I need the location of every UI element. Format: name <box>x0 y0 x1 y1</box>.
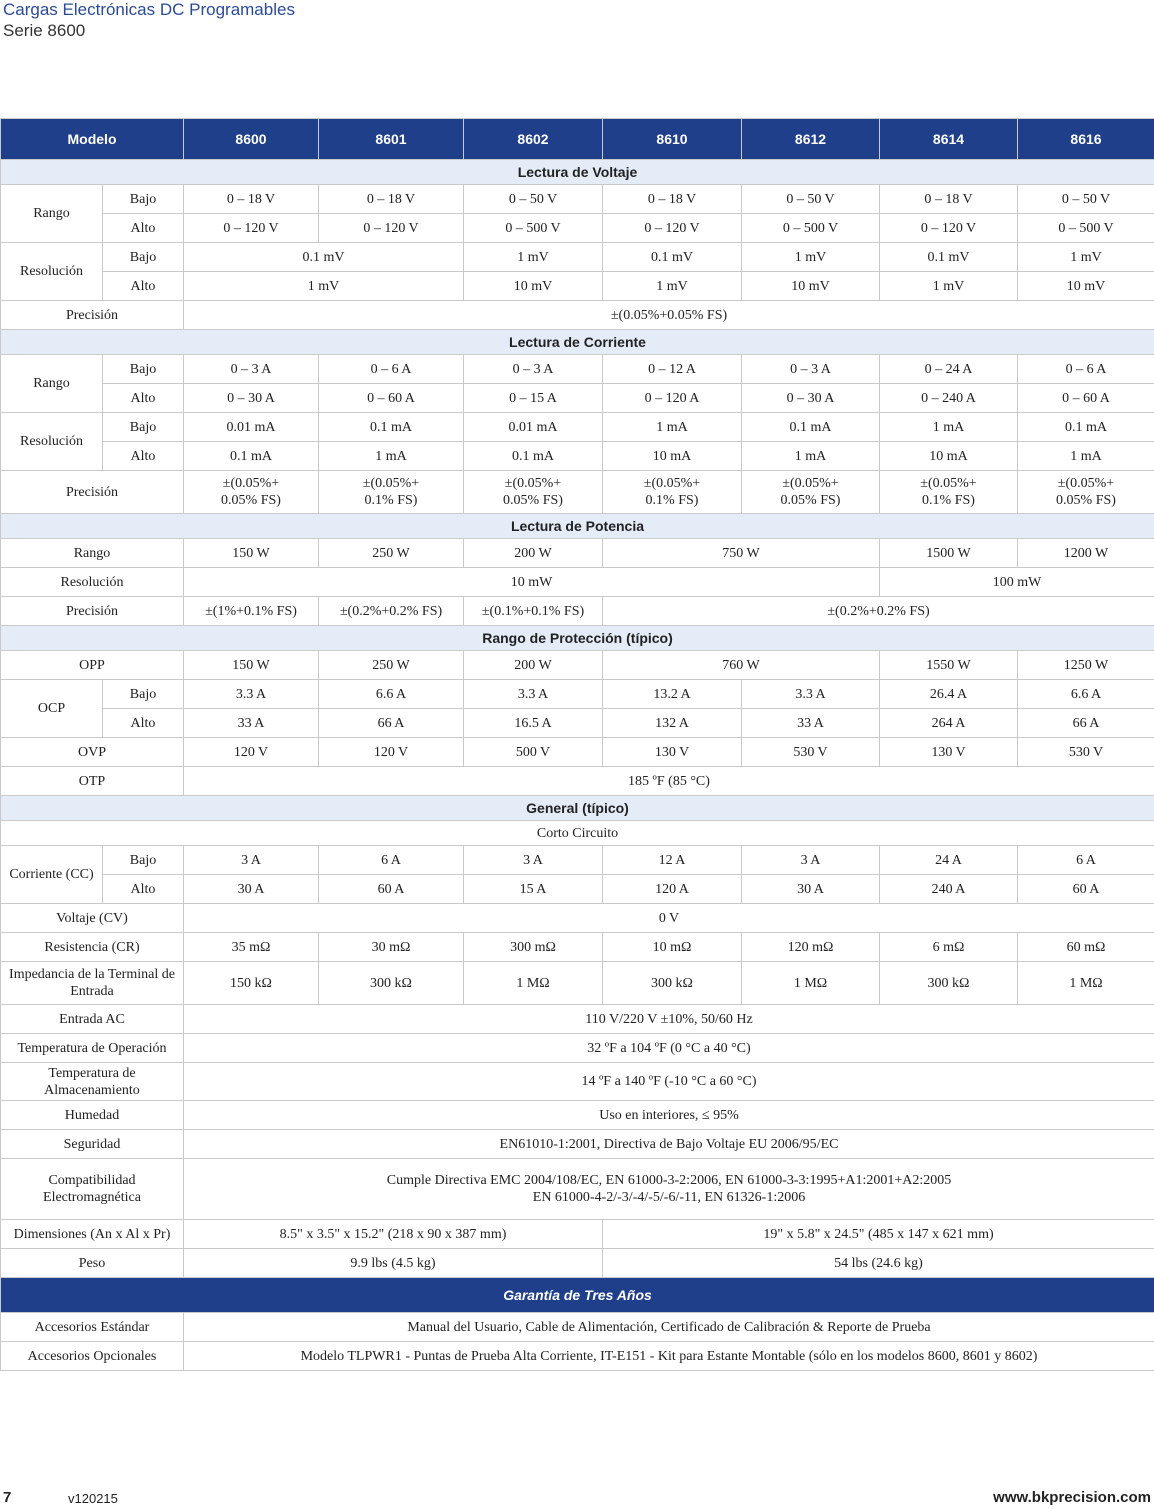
cell: 33 A <box>742 709 880 738</box>
sub-label: Bajo <box>103 413 184 442</box>
version-label: v120215 <box>68 1491 118 1506</box>
cell: 0 – 18 V <box>319 185 464 214</box>
row-label: Corto Circuito <box>1 821 1154 846</box>
table-row <box>1 471 1154 514</box>
table-row <box>1 185 1154 214</box>
section-title: General (típico) <box>1 796 1154 821</box>
section-title: Lectura de Potencia <box>1 514 1154 539</box>
cell: 0.1 mA <box>1018 413 1154 442</box>
row-label: OVP <box>1 738 184 767</box>
cell: 250 W <box>319 539 464 568</box>
cell: 1 mV <box>742 243 880 272</box>
cell: 1 MΩ <box>742 962 880 1005</box>
doc-title: Cargas Electrónicas DC Programables <box>3 0 295 19</box>
cell: ±(0.2%+0.2% FS) <box>603 597 1154 626</box>
cell: 300 kΩ <box>880 962 1018 1005</box>
sub-label: Bajo <box>103 185 184 214</box>
cell: 530 V <box>1018 738 1154 767</box>
cell-line: ±(0.05%+ <box>920 476 977 491</box>
cell: 0 – 3 A <box>184 355 319 384</box>
cell: 0 – 3 A <box>742 355 880 384</box>
cell: 0 – 60 A <box>1018 384 1154 413</box>
cell: 1 mV <box>184 272 464 301</box>
row-label: Rango <box>1 539 184 568</box>
table-row <box>1 597 1154 626</box>
section-power <box>1 514 1154 539</box>
warranty-bar <box>1 1278 1154 1313</box>
cell: 32 ºF a 104 ºF (0 °C a 40 °C) <box>184 1034 1154 1063</box>
cell: 750 W <box>603 539 880 568</box>
cell: 1 MΩ <box>464 962 603 1005</box>
sub-label: Alto <box>103 214 184 243</box>
cell: 0 – 30 A <box>184 384 319 413</box>
table-row <box>1 442 1154 471</box>
cell: 0 – 60 A <box>319 384 464 413</box>
cell: 264 A <box>880 709 1018 738</box>
cell-line: Cumple Directiva EMC 2004/108/EC, EN 61000-3-2:2006, EN 61000-3-3:1995+A1:2001+A2:2005 <box>386 1173 952 1188</box>
cell: 30 A <box>184 875 319 904</box>
cell-line: 0.05% FS) <box>503 493 563 508</box>
cell: 120 V <box>319 738 464 767</box>
cell: 6.6 A <box>1018 680 1154 709</box>
table-row <box>1 875 1154 904</box>
cell: 1 mV <box>603 272 742 301</box>
cell: 15 A <box>464 875 603 904</box>
cell-line: 0.1% FS) <box>645 493 699 508</box>
table-row <box>1 301 1154 330</box>
cell: 35 mΩ <box>184 933 319 962</box>
row-label: OCP <box>1 680 103 738</box>
cell: 0 – 500 V <box>1018 214 1154 243</box>
section-general <box>1 796 1154 821</box>
cell: 13.2 A <box>603 680 742 709</box>
cell: Uso en interiores, ≤ 95% <box>184 1101 1154 1130</box>
cell: 60 A <box>1018 875 1154 904</box>
cell: 0.1 mA <box>319 413 464 442</box>
cell: 1 mA <box>880 413 1018 442</box>
cell-line: 0.05% FS) <box>1056 493 1116 508</box>
cell: 1 mA <box>603 413 742 442</box>
cell-line: ±(0.05%+ <box>362 476 420 491</box>
cell: 10 mΩ <box>603 933 742 962</box>
page-number: 7 <box>3 1489 12 1506</box>
sub-label: Alto <box>103 272 184 301</box>
cell: 0 – 6 A <box>1018 355 1154 384</box>
sub-label: Alto <box>103 442 184 471</box>
table-row <box>1 1101 1154 1130</box>
section-title: Lectura de Voltaje <box>1 160 1154 185</box>
cell: 240 A <box>880 875 1018 904</box>
cell: 10 mA <box>603 442 742 471</box>
cell: 100 mW <box>880 568 1154 597</box>
cell: 120 mΩ <box>742 933 880 962</box>
cell: ±(0.05%+0.05% FS) <box>184 301 1154 330</box>
table-row <box>1 1005 1154 1034</box>
cell: 54 lbs (24.6 kg) <box>603 1249 1154 1278</box>
cell: 0 – 120 A <box>603 384 742 413</box>
cell: 10 mV <box>464 272 603 301</box>
cell: 24 A <box>880 846 1018 875</box>
table-row <box>1 214 1154 243</box>
sub-label: Bajo <box>103 846 184 875</box>
cell: 110 V/220 V ±10%, 50/60 Hz <box>184 1005 1154 1034</box>
table-row <box>1 568 1154 597</box>
cell: 26.4 A <box>880 680 1018 709</box>
row-label: Precisión <box>1 301 184 330</box>
table-row <box>1 1130 1154 1159</box>
cell: 30 A <box>742 875 880 904</box>
table-row <box>1 1313 1154 1342</box>
model-8616: 8616 <box>1018 119 1154 160</box>
sub-label: Bajo <box>103 243 184 272</box>
cell: 12 A <box>603 846 742 875</box>
cell: 0 – 50 V <box>464 185 603 214</box>
table-row <box>1 1063 1154 1101</box>
cell: 200 W <box>464 539 603 568</box>
cell: 0 – 50 V <box>742 185 880 214</box>
cell: 66 A <box>1018 709 1154 738</box>
cell: 150 W <box>184 539 319 568</box>
cell: 1 mA <box>319 442 464 471</box>
cell: Modelo TLPWR1 - Puntas de Prueba Alta Corriente, IT-E151 - Kit para Estante Montable (sólo en los modelos 8600, 8601 y 8602) <box>184 1342 1154 1371</box>
cell <box>880 471 1018 514</box>
row-label: Resolución <box>1 243 103 301</box>
cell <box>742 471 880 514</box>
cell: 300 mΩ <box>464 933 603 962</box>
cell: 200 W <box>464 651 603 680</box>
cell: 250 W <box>319 651 464 680</box>
cell: 66 A <box>319 709 464 738</box>
model-8612: 8612 <box>742 119 880 160</box>
cell: 10 mW <box>184 568 880 597</box>
cell <box>1018 471 1154 514</box>
cell: 0 – 18 V <box>184 185 319 214</box>
cell: 0.01 mA <box>184 413 319 442</box>
cell: 1 mA <box>1018 442 1154 471</box>
cell: 1 mV <box>464 243 603 272</box>
row-label: Humedad <box>1 1101 184 1130</box>
spec-table <box>0 118 1154 1371</box>
table-row <box>1 1159 1154 1220</box>
cell: 3.3 A <box>742 680 880 709</box>
row-label: Precisión <box>1 471 184 514</box>
table-row <box>1 651 1154 680</box>
cell <box>184 1159 1154 1220</box>
table-row <box>1 1249 1154 1278</box>
row-label: Dimensiones (An x Al x Pr) <box>1 1220 184 1249</box>
cell: 0 – 6 A <box>319 355 464 384</box>
cell: ±(1%+0.1% FS) <box>184 597 319 626</box>
cell: 0 – 18 V <box>603 185 742 214</box>
cell: 120 V <box>184 738 319 767</box>
table-row <box>1 962 1154 1005</box>
cell: 0.1 mA <box>742 413 880 442</box>
header-row <box>1 119 1154 160</box>
cell: 300 kΩ <box>603 962 742 1005</box>
row-label: Rango <box>1 185 103 243</box>
cell-line: 0.05% FS) <box>780 493 841 508</box>
sub-label: Alto <box>103 875 184 904</box>
table-row <box>1 1034 1154 1063</box>
cell: 33 A <box>184 709 319 738</box>
cell: 19" x 5.8" x 24.5" (485 x 147 x 621 mm) <box>603 1220 1154 1249</box>
cell: 500 V <box>464 738 603 767</box>
cell: 10 mV <box>742 272 880 301</box>
table-row <box>1 767 1154 796</box>
table-row <box>1 904 1154 933</box>
cell: 0.1 mV <box>603 243 742 272</box>
cell: 14 ºF a 140 ºF (-10 °C a 60 °C) <box>184 1063 1154 1101</box>
section-protection <box>1 626 1154 651</box>
cell-line: ±(0.05%+ <box>222 476 280 491</box>
cell-line: ±(0.05%+ <box>504 476 562 491</box>
section-voltage <box>1 160 1154 185</box>
cell: 0 – 120 V <box>603 214 742 243</box>
cell: 30 mΩ <box>319 933 464 962</box>
cell: 0 – 120 V <box>184 214 319 243</box>
row-label: Resistencia (CR) <box>1 933 184 962</box>
table-row <box>1 413 1154 442</box>
table-row <box>1 680 1154 709</box>
cell: ±(0.1%+0.1% FS) <box>464 597 603 626</box>
cell: 60 A <box>319 875 464 904</box>
table-row <box>1 933 1154 962</box>
cell: 1 mV <box>880 272 1018 301</box>
cell: 6 A <box>1018 846 1154 875</box>
cell-line: ±(0.05%+ <box>1057 476 1115 491</box>
table-row <box>1 821 1154 846</box>
cell: EN61010-1:2001, Directiva de Bajo Voltaje EU 2006/95/EC <box>184 1130 1154 1159</box>
sub-label: Bajo <box>103 355 184 384</box>
cell: 60 mΩ <box>1018 933 1154 962</box>
cell: 1500 W <box>880 539 1018 568</box>
row-label: Temperatura de Operación <box>1 1034 184 1063</box>
table-row <box>1 1220 1154 1249</box>
row-label: Compatibilidad Electromagnética <box>1 1159 184 1220</box>
model-8610: 8610 <box>603 119 742 160</box>
cell: 10 mV <box>1018 272 1154 301</box>
model-8614: 8614 <box>880 119 1018 160</box>
cell: 3.3 A <box>464 680 603 709</box>
cell: 6 A <box>319 846 464 875</box>
cell: 0 – 15 A <box>464 384 603 413</box>
cell-line: 0.1% FS) <box>364 493 418 508</box>
table-row <box>1 738 1154 767</box>
cell: 0 – 24 A <box>880 355 1018 384</box>
cell <box>464 471 603 514</box>
cell: 1 MΩ <box>1018 962 1154 1005</box>
cell: 6.6 A <box>319 680 464 709</box>
row-label: Seguridad <box>1 1130 184 1159</box>
cell: 150 W <box>184 651 319 680</box>
cell: 1250 W <box>1018 651 1154 680</box>
model-8601: 8601 <box>319 119 464 160</box>
section-title: Lectura de Corriente <box>1 330 1154 355</box>
cell: Manual del Usuario, Cable de Alimentación, Certificado de Calibración & Reporte de Prueba <box>184 1313 1154 1342</box>
cell: 0 V <box>184 904 1154 933</box>
row-label: OTP <box>1 767 184 796</box>
cell <box>184 471 319 514</box>
row-label: Precisión <box>1 597 184 626</box>
row-label: Corriente (CC) <box>1 846 103 904</box>
table-row <box>1 243 1154 272</box>
cell: 0 – 120 V <box>319 214 464 243</box>
cell: 185 ºF (85 °C) <box>184 767 1154 796</box>
section-current <box>1 330 1154 355</box>
row-label: OPP <box>1 651 184 680</box>
row-label: Voltaje (CV) <box>1 904 184 933</box>
cell-line: 0.05% FS) <box>221 493 281 508</box>
model-header: Modelo <box>1 119 184 160</box>
cell: 0 – 500 V <box>742 214 880 243</box>
cell: 3.3 A <box>184 680 319 709</box>
doc-subtitle: Serie 8600 <box>3 21 86 40</box>
cell <box>319 471 464 514</box>
cell-line: ±(0.05%+ <box>782 476 839 491</box>
row-label: Accesorios Opcionales <box>1 1342 184 1371</box>
cell: ±(0.2%+0.2% FS) <box>319 597 464 626</box>
cell: 130 V <box>603 738 742 767</box>
cell: 0.01 mA <box>464 413 603 442</box>
sub-label: Alto <box>103 384 184 413</box>
cell: 6 mΩ <box>880 933 1018 962</box>
website-link[interactable]: www.bkprecision.com <box>993 1489 1151 1506</box>
cell: 0 – 50 V <box>1018 185 1154 214</box>
cell: 0 – 3 A <box>464 355 603 384</box>
cell: 0 – 120 V <box>880 214 1018 243</box>
table-row <box>1 709 1154 738</box>
cell <box>603 471 742 514</box>
cell: 0 – 500 V <box>464 214 603 243</box>
cell: 300 kΩ <box>319 962 464 1005</box>
row-label: Impedancia de la Terminal de Entrada <box>1 962 184 1005</box>
cell: 3 A <box>464 846 603 875</box>
cell: 0.1 mA <box>464 442 603 471</box>
cell: 0.1 mV <box>184 243 464 272</box>
model-8602: 8602 <box>464 119 603 160</box>
cell: 760 W <box>603 651 880 680</box>
model-8600: 8600 <box>184 119 319 160</box>
table-row <box>1 272 1154 301</box>
cell: 1550 W <box>880 651 1018 680</box>
cell-line: EN 61000-4-2/-3/-4/-5/-6/-11, EN 61326-1:2006 <box>532 1190 806 1205</box>
table-row <box>1 355 1154 384</box>
cell: 3 A <box>742 846 880 875</box>
row-label: Accesorios Estándar <box>1 1313 184 1342</box>
cell: 1 mV <box>1018 243 1154 272</box>
cell: 9.9 lbs (4.5 kg) <box>184 1249 603 1278</box>
table-row <box>1 1342 1154 1371</box>
warranty-title: Garantía de Tres Años <box>1 1278 1154 1313</box>
cell-line: ±(0.05%+ <box>643 476 701 491</box>
table-row <box>1 384 1154 413</box>
row-label: Resolución <box>1 568 184 597</box>
cell-line: 0.1% FS) <box>922 493 975 508</box>
row-label: Peso <box>1 1249 184 1278</box>
row-label: Rango <box>1 355 103 413</box>
cell: 0.1 mA <box>184 442 319 471</box>
cell: 0 – 30 A <box>742 384 880 413</box>
row-label: Entrada AC <box>1 1005 184 1034</box>
sub-label: Alto <box>103 709 184 738</box>
sub-label: Bajo <box>103 680 184 709</box>
cell: 1 mA <box>742 442 880 471</box>
cell: 3 A <box>184 846 319 875</box>
cell: 132 A <box>603 709 742 738</box>
row-label: Resolución <box>1 413 103 471</box>
cell: 150 kΩ <box>184 962 319 1005</box>
cell: 130 V <box>880 738 1018 767</box>
section-title: Rango de Protección (típico) <box>1 626 1154 651</box>
cell: 530 V <box>742 738 880 767</box>
table-row <box>1 846 1154 875</box>
cell: 8.5" x 3.5" x 15.2" (218 x 90 x 387 mm) <box>184 1220 603 1249</box>
cell: 10 mA <box>880 442 1018 471</box>
cell: 0 – 18 V <box>880 185 1018 214</box>
cell: 0 – 240 A <box>880 384 1018 413</box>
row-label: Temperatura de Almacenamiento <box>1 1063 184 1101</box>
cell: 16.5 A <box>464 709 603 738</box>
cell: 0.1 mV <box>880 243 1018 272</box>
cell: 120 A <box>603 875 742 904</box>
cell: 1200 W <box>1018 539 1154 568</box>
table-row <box>1 539 1154 568</box>
cell: 0 – 12 A <box>603 355 742 384</box>
